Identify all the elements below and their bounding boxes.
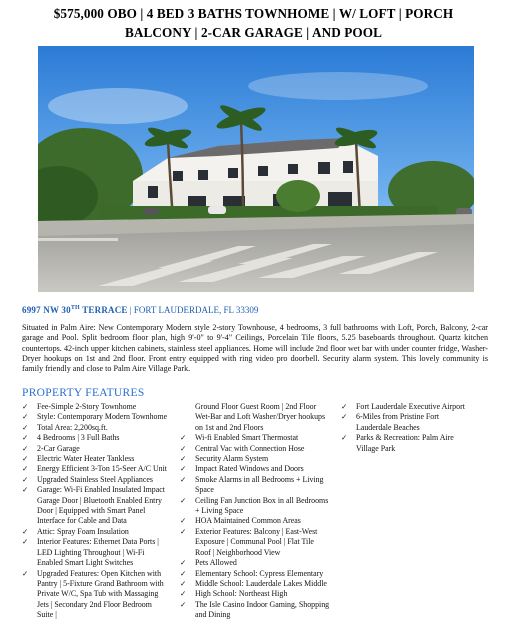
features-column-2: [180, 402, 330, 621]
feature-item: ✓ Style: Contemporary Modern Townhome: [22, 412, 170, 422]
feature-item: ✓ The Isle Casino Indoor Gaming, Shopping and Dining: [180, 600, 330, 621]
feature-item-continued: Ground Floor Guest Room | 2nd Floor Wet-Bar and Loft Washer/Dryer hookups on 1st and 2nd Floors: [195, 402, 326, 432]
feature-item: ✓ High School: Northeast High: [180, 589, 330, 599]
feature-item: ✓ Impact Rated Windows and Doors: [180, 464, 330, 474]
city-state-zip: | FORT LAUDERDALE, FL 33309: [127, 305, 259, 315]
feature-item: ✓ Upgraded Features: Open Kitchen with Pantry | 5-Fixture Grand Bathroom with Private W/C, Spa Tub with Massaging Jets | Secondary 2nd Floor Bedroom Suite |: [22, 569, 170, 621]
feature-item: ✓ Pets Allowed: [180, 558, 330, 568]
feature-item: ✓ Fort Lauderdale Executive Airport: [341, 402, 471, 412]
property-description: Situated in Palm Aire: New Contemporary Modern style 2-story Townhouse, 4 bedrooms, 3 full bathrooms with Loft, Porch, Balcony, 2-car garage and Pool. Split bedroom floor plan, high 9'-0" to 9'-4" Ceilings, Porcelain Tile floors, 5.25 baseboards throughout. Quartz kitchen countertops. 42-inch upper kitchen cabinets, stainless steel appliances. Home will include 2nd floor wet bar with under counter fridge, Washer-Dryer hookups on 1st and 2nd floor. Front entry equipped with ring video pro doorbell. Security alarm system. This lovely community is family friendly and close to Palm Aire Village Park.: [22, 323, 488, 374]
feature-item: ✓ Total Area: 2,200sq.ft.: [22, 423, 170, 433]
feature-item: ✓ Elementary School: Cypress Elementary: [180, 569, 330, 579]
feature-item: ✓ Smoke Alarms in all Bedrooms + Living Space: [180, 475, 330, 496]
listing-headline: [0, 4, 507, 42]
headline-line-1: $575,000 OBO | 4 BED 3 BATHS TOWNHOME | W/ LOFT | PORCH: [53, 6, 454, 21]
feature-item: ✓ Exterior Features: Balcony | East-West Exposure | Communal Pool | Flat Tile Roof | Neighborhood View: [180, 527, 330, 558]
features-column-3: [341, 402, 471, 454]
feature-item: ✓ Garage: Wi-Fi Enabled Insulated Impact Garage Door | Bluetooth Enabled Entry Door | Equipped with Smart Panel Interface for Cable and Data: [22, 485, 170, 527]
property-address: [22, 305, 258, 315]
feature-item: ✓ Upgraded Stainless Steel Appliances: [22, 475, 170, 485]
features-heading: PROPERTY FEATURES: [22, 387, 145, 399]
townhome-photo: [38, 46, 474, 292]
feature-item: ✓ Ceiling Fan Junction Box in all Bedrooms + Living Space: [180, 496, 330, 517]
feature-item: ✓ 6-Miles from Pristine Fort Lauderdale Beaches: [341, 412, 471, 433]
street-address: 6997 NW 30TH TERRACE: [22, 305, 128, 315]
feature-item: ✓ Interior Features: Ethernet Data Ports | LED Lighting Throughout | Wi-Fi Enabled Smart Light Switches: [22, 537, 170, 568]
feature-item: ✓ 4 Bedrooms | 3 Full Baths: [22, 433, 170, 443]
feature-item: ✓ HOA Maintained Common Areas: [180, 516, 330, 526]
feature-item: ✓ Middle School: Lauderdale Lakes Middle: [180, 579, 330, 589]
feature-item: ✓ Wi-fi Enabled Smart Thermostat: [180, 433, 330, 443]
feature-item: ✓ Fee-Simple 2-Story Townhome: [22, 402, 170, 412]
feature-item: ✓ Central Vac with Connection Hose: [180, 444, 330, 454]
feature-item: ✓ Security Alarm System: [180, 454, 330, 464]
headline-line-2: BALCONY | 2-CAR GARAGE | AND POOL: [125, 25, 382, 40]
features-column-1: [22, 402, 170, 621]
feature-item: ✓ Attic: Spray Foam Insulation: [22, 527, 170, 537]
feature-item: ✓ Energy Efficient 3-Ton 15-Seer A/C Unit: [22, 464, 170, 474]
feature-item: ✓ 2-Car Garage: [22, 444, 170, 454]
feature-item: ✓ Parks & Recreation: Palm Aire Village Park: [341, 433, 471, 454]
feature-item: ✓ Electric Water Heater Tankless: [22, 454, 170, 464]
